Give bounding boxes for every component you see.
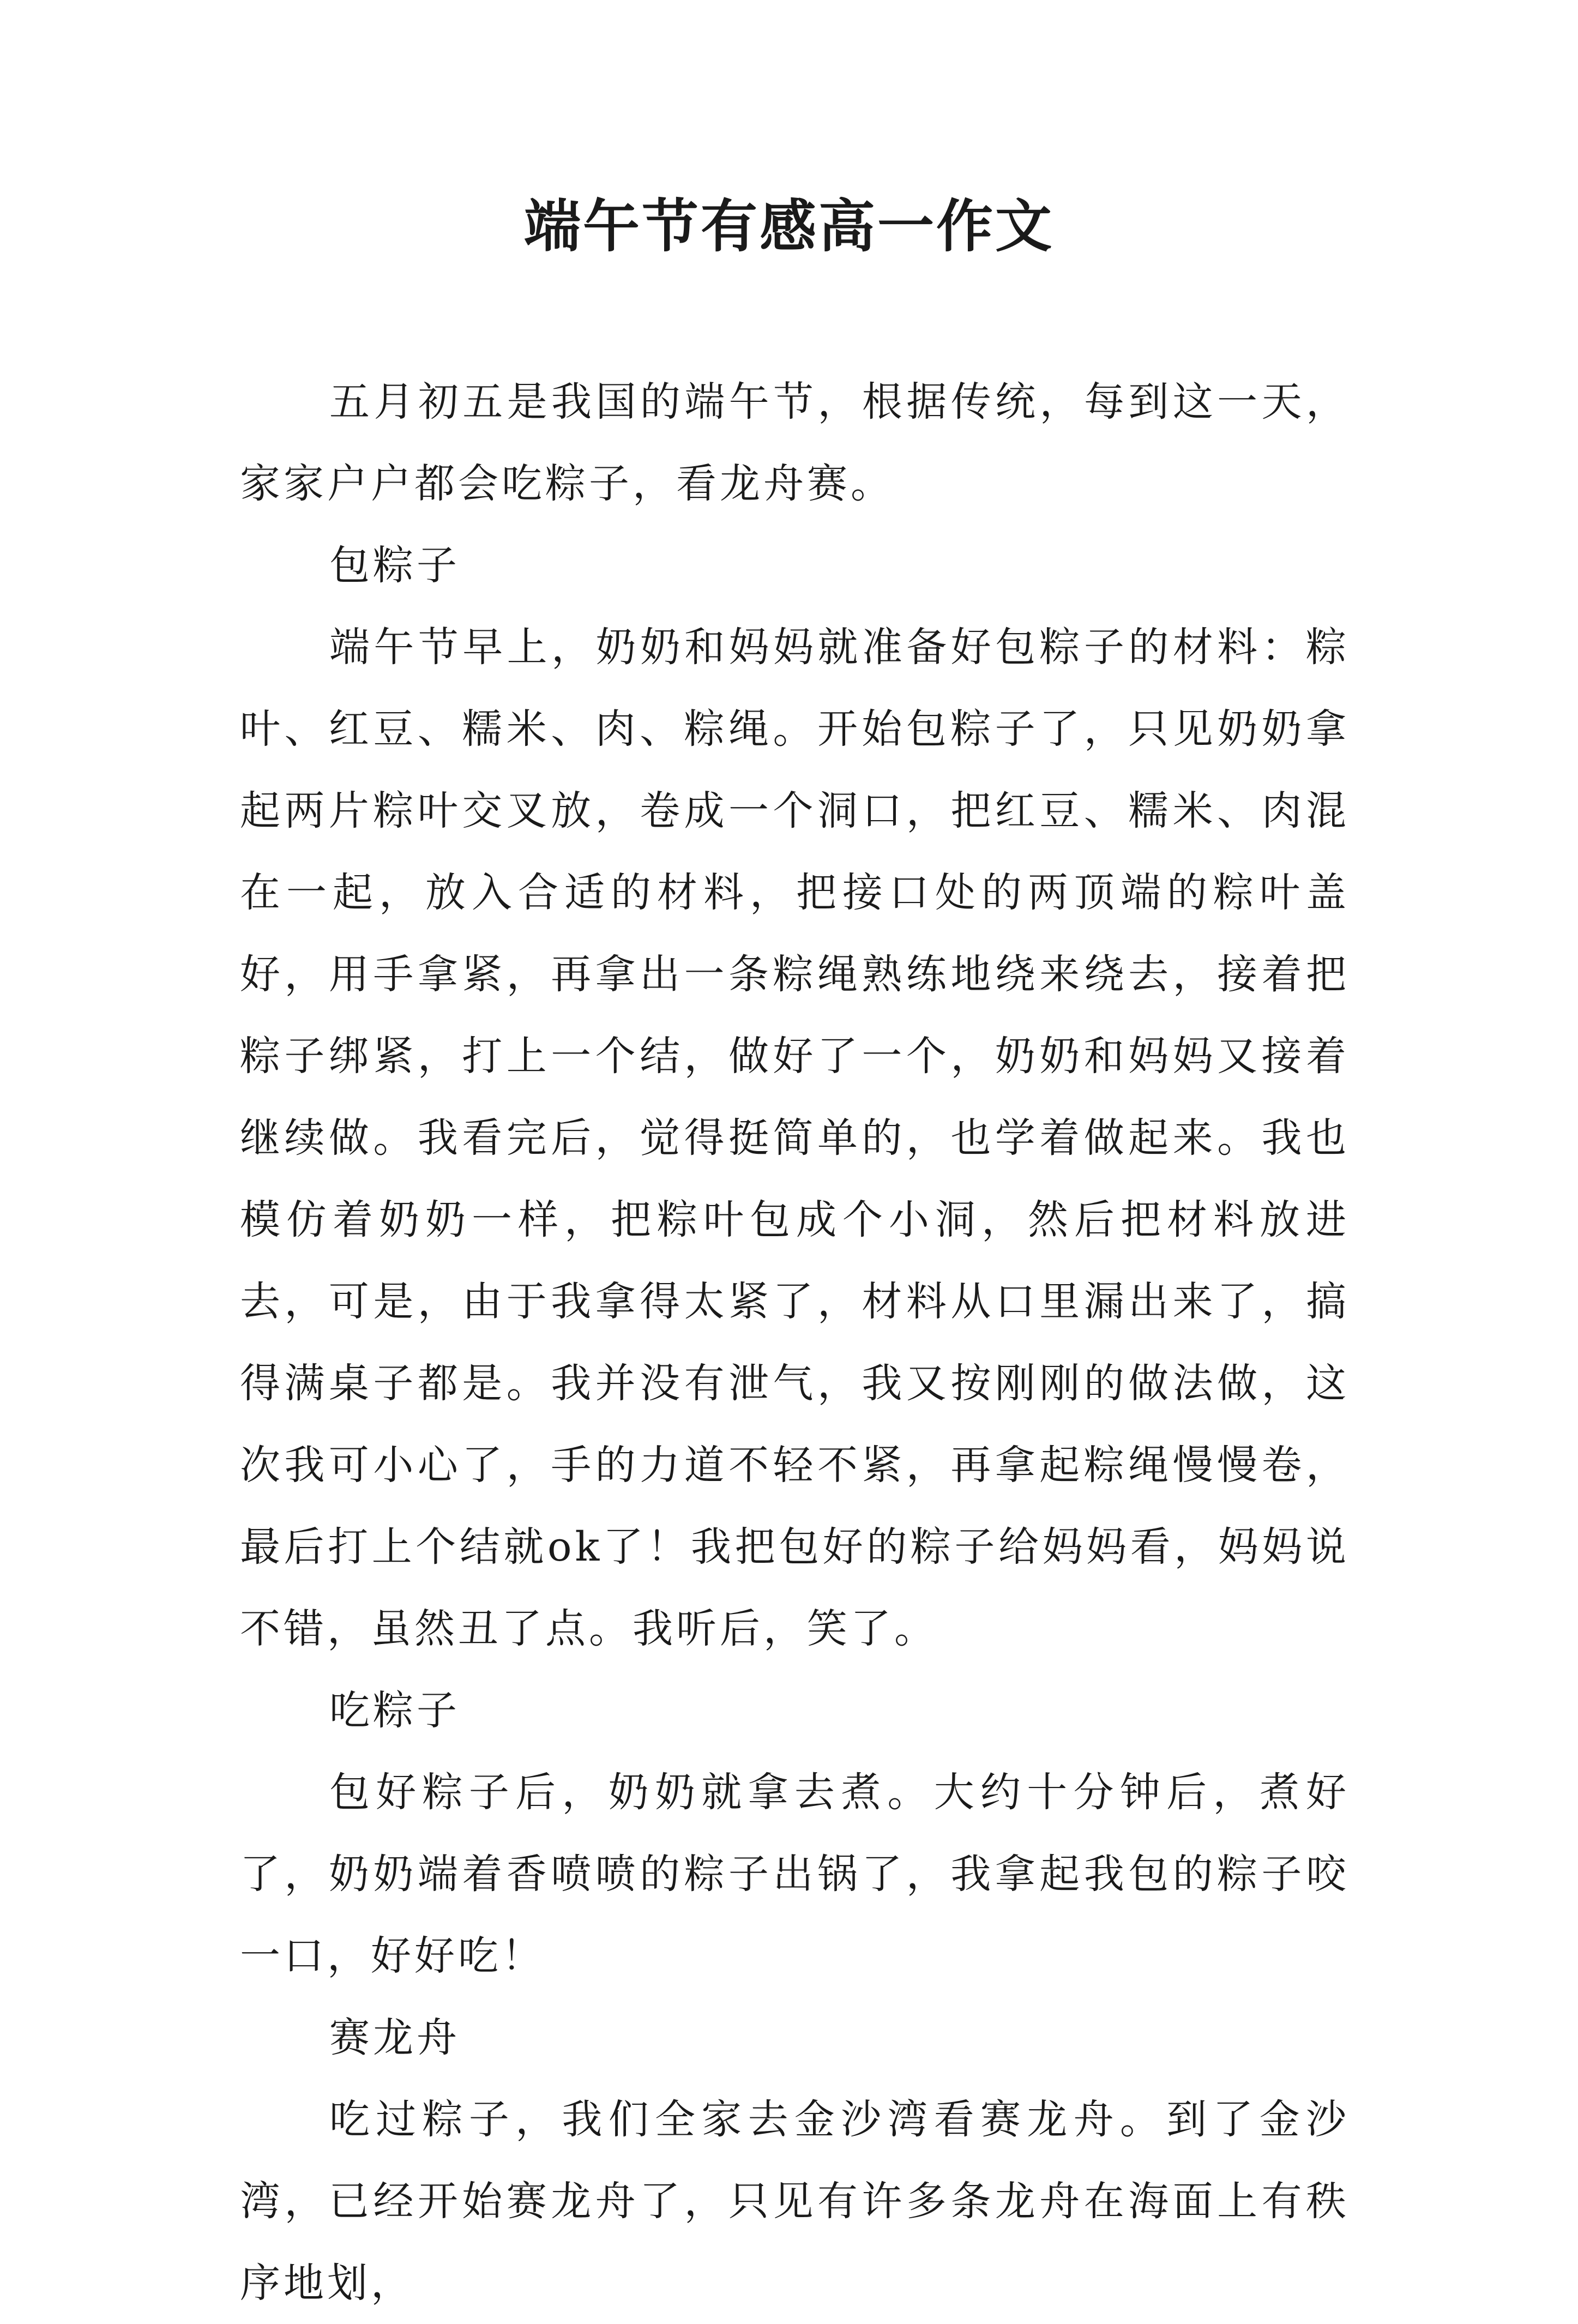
document-title: 端午节有感高一作文 xyxy=(523,192,1054,260)
section-heading-dragon-boat: 赛龙舟 xyxy=(329,2014,460,2061)
section-heading-eating: 吃粽子 xyxy=(329,1687,460,1734)
document-body xyxy=(240,361,1350,2324)
eating-paragraph: 包好粽子后，奶奶就拿去煮。大约十分钟后，煮好了，奶奶端着香喷喷的粽子出锅了，我拿起我包的粽子咬一口，好好吃！ xyxy=(240,1769,1350,1979)
section-heading-wrapping: 包粽子 xyxy=(329,542,460,589)
dragon-boat-paragraph: 吃过粽子，我们全家去金沙湾看赛龙舟。到了金沙湾，已经开始赛龙舟了，只见有许多条龙舟在海面上有秩序地划， xyxy=(240,2096,1350,2307)
wrapping-paragraph: 端午节早上，奶奶和妈妈就准备好包粽子的材料：粽叶、红豆、糯米、肉、粽绳。开始包粽子了，只见奶奶拿起两片粽叶交叉放，卷成一个洞口，把红豆、糯米、肉混在一起，放入合适的材料，把接口处的两顶端的粽叶盖好，用手拿紧，再拿出一条粽绳熟练地绕来绕去，接着把粽子绑紧，打上一个结，做好了一个，奶奶和妈妈又接着继续做。我看完后，觉得挺简单的，也学着做起来。我也模仿着奶奶一样，把粽叶包成个小洞，然后把材料放进去，可是，由于我拿得太紧了，材料从口里漏出来了，搞得满桌子都是。我并没有泄气，我又按刚刚的做法做，这次我可小心了，手的力道不轻不紧，再拿起粽绳慢慢卷，最后打上个结就ok了！我把包好的粽子给妈妈看，妈妈说不错，虽然丑了点。我听后，笑了。 xyxy=(240,624,1350,1652)
intro-paragraph: 五月初五是我国的端午节，根据传统，每到这一天，家家户户都会吃粽子，看龙舟赛。 xyxy=(240,378,1350,507)
